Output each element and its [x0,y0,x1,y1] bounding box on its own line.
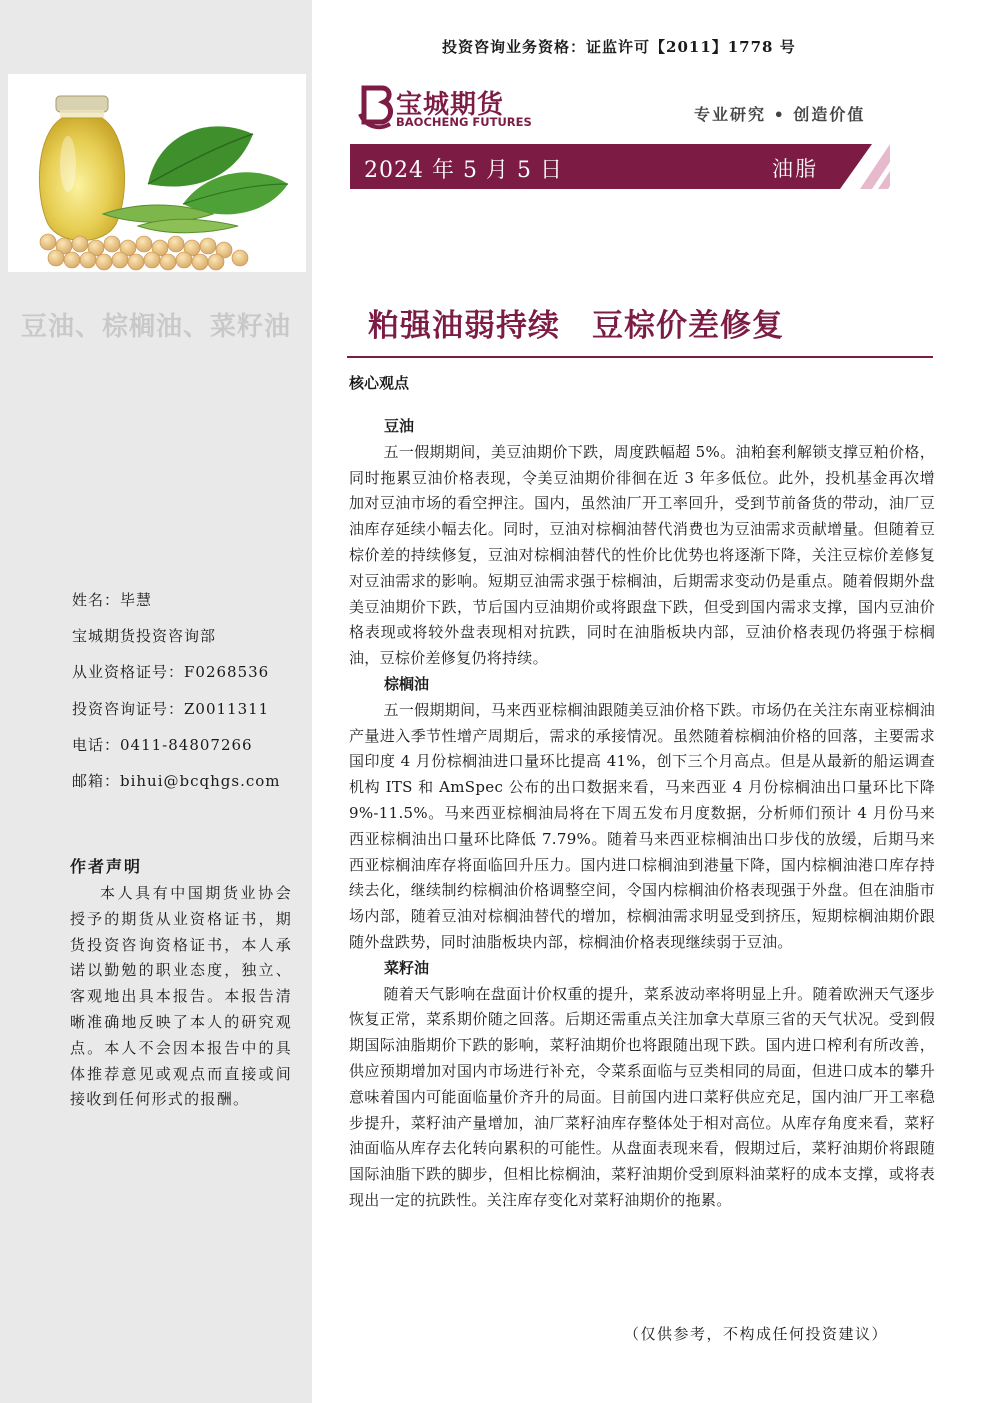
title-part2: 豆棕价差修复 [592,308,784,344]
author-qualification-number: 从业资格证号：F0268536 [72,663,270,682]
license-line: 投资咨询业务资格：证监许可【2011】1778 号 [442,38,796,56]
logo-en-text: BAOCHENG FUTURES [396,115,532,129]
section-heading-soybean-oil: 豆油 [384,417,415,435]
sidebar-topic: 豆油、棕榈油、菜籽油 [20,312,291,342]
author-info [72,582,281,799]
logo-cn-text: 宝城期货 [396,90,505,120]
declaration-body: 本人具有中国期货业协会授予的期货从业资格证书，期货投资咨询资格证书，本人承诺以勤勉的职业态度，独立、客观地出具本报告。本报告清晰准确地反映了本人的研究观点。本人不会因本报告中的具体推荐意见或观点而直接或间接收到任何形式的报酬。 [70,884,292,1109]
core-view-label: 核心观点 [349,374,410,392]
soybean-oil-photo [8,74,306,272]
author-consulting-number: 投资咨询证号：Z0011311 [72,699,270,718]
author-department: 宝城期货投资咨询部 [72,627,217,646]
report-date: 2024 年 5 月 5 日 [364,158,563,183]
declaration-title: 作者声明 [70,857,143,876]
title-divider [347,356,933,358]
company-logo [356,84,536,132]
disclaimer: （仅供参考，不构成任何投资建议） [624,1325,889,1343]
slogan: 专业研究 • 创造价值 [694,105,866,124]
report-title [368,300,784,345]
author-email: 邮箱：bihui@bcqhgs.com [72,772,281,791]
section-heading-palm-oil: 棕榈油 [384,674,430,693]
author-name: 姓名：毕慧 [72,591,153,609]
report-content [349,414,935,1214]
report-category: 油脂 [772,157,818,181]
sidebar [0,0,312,1403]
section-body-soybean-oil: 五一假期期间，美豆油期价下跌，周度跌幅超 5%。油粕套利解锁支撑豆粕价格，同时拖累豆油价格表现，令美豆油期价徘徊在近 3 年多低位。此外，投机基金再次增加对豆油市场的看空押注。国内，虽然油厂开工率回升，受到节前备货的带动，油厂豆油库存延续小幅去化。同时，豆油对棕榈油替代消费也为豆油需求贡献增量。但随着豆棕价差的持续修复，豆油对棕榈油替代的性价比优势也将逐渐下降，关注豆棕价差修复对豆油需求的影响。短期豆油需求强于棕榈油，后期需求变动仍是重点。随着假期外盘美豆油期价下跌，节后国内豆油期价或将跟盘下跌，但受到国内需求支撑，国内豆油价格表现或将较外盘表现相对抗跌，同时在油脂板块内部，豆油价格表现仍将强于棕榈油，豆棕价差修复仍将持续。 [349,442,935,668]
logo-mark-icon [356,84,396,132]
section-body-palm-oil: 五一假期期间，马来西亚棕榈油跟随美豆油价格下跌。市场仍在关注东南亚棕榈油产量进入季节性增产周期后，需求的承接情况。虽然随着棕榈油价格的回落，主要需求国印度 4 月份棕榈油进口量环比提高 41%，创下三个月高点。但是从最新的船运调查机构 ITS 和 AmSpec 公布的出口数据来看，马来西亚 4 月份棕榈油出口量环比下降 9%-11.5%。马来西亚棕榈油局将在下周五发布月度数据，分析师们预计 4 月份马来西亚棕榈油出口量环比降低 7.79%。随着马来西亚棕榈油出口步伐的放缓，后期马来西亚棕榈油库存将面临回升压力。国内进口棕榈油到港量下降，国内棕榈油港口库存持续去化，继续制约棕榈油价格调整空间，令国内棕榈油价格表现强于外盘。但在油脂市场内部，随着豆油对棕榈油替代的增加，棕榈油需求明显受到挤压，短期棕榈油期价跟随外盘跌势，同时油脂板块内部，棕榈油价格表现继续弱于豆油。 [349,700,935,951]
title-part1: 粕强油弱持续 [368,308,560,344]
author-phone: 电话：0411-84807266 [72,735,253,754]
section-heading-rapeseed-oil: 菜籽油 [384,958,430,977]
section-body-rapeseed-oil: 随着天气影响在盘面计价权重的提升，菜系波动率将明显上升。随着欧洲天气逐步恢复正常，菜系期价随之回落。后期还需重点关注加拿大草原三省的天气状况。受到假期国际油脂期价下跌的影响，菜籽油期价也将跟随出现下跌。国内进口榨利有所改善，供应预期增加对国内市场进行补充，令菜系面临与豆类相同的局面，但进口成本的攀升意味着国内可能面临量价齐升的局面。目前国内进口菜籽供应充足，国内油厂开工率稳步提升，菜籽油产量增加，油厂菜籽油库存整体处于相对高位。从库存角度来看，菜籽油面临从库存去化转向累积的可能性。从盘面表现来看，假期过后，菜籽油期价将跟随国际油脂下跌的脚步，但相比棕榈油，菜籽油期价受到原料油菜籽的成本支撑，或将表现出一定的抗跌性。关注库存变化对菜籽油期价的拖累。 [349,984,935,1209]
